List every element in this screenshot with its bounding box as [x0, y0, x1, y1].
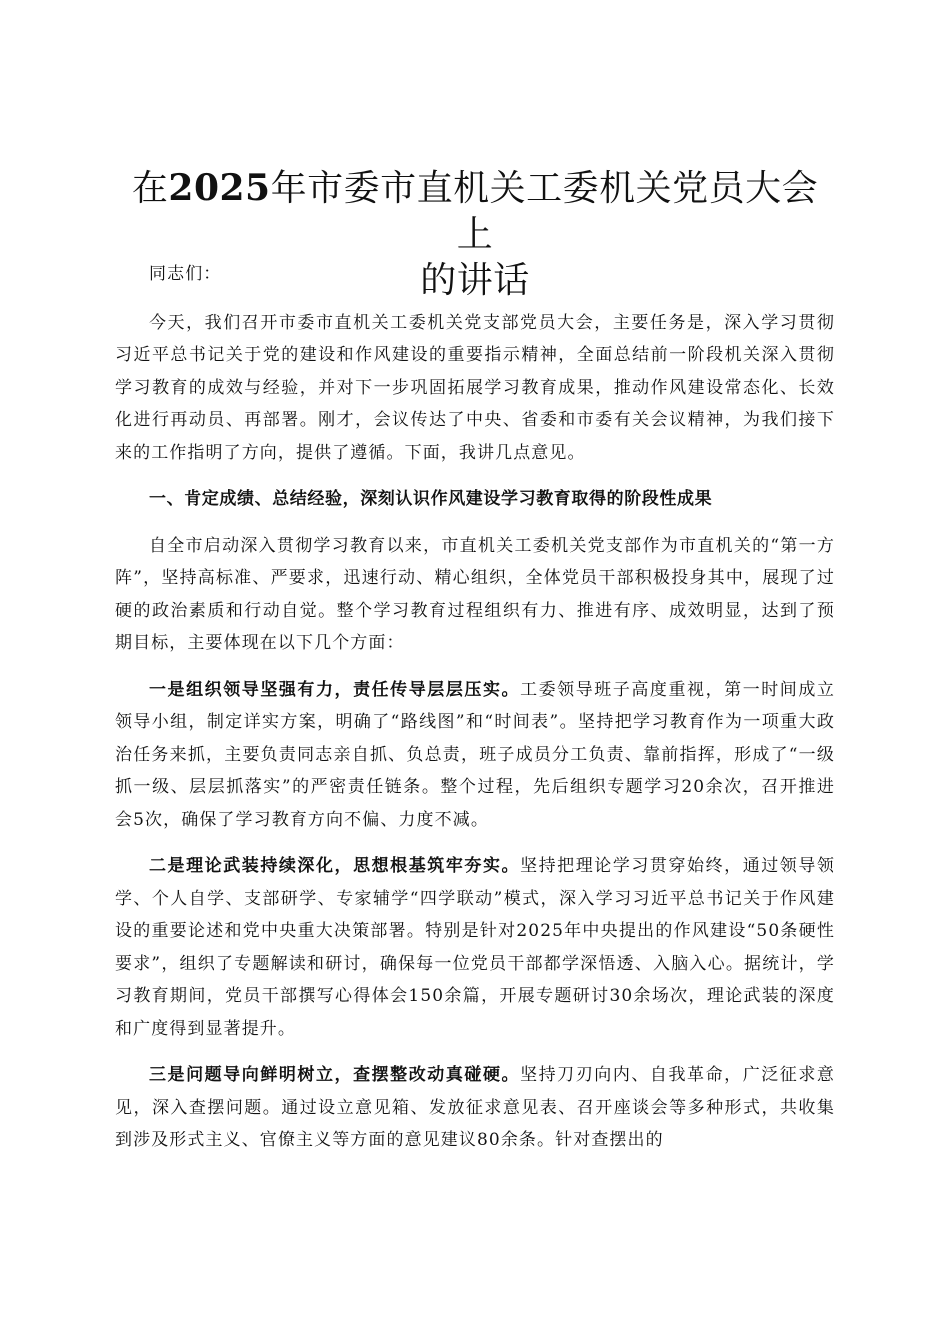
- point-2-paragraph: [115, 850, 835, 1045]
- point-2-text: 坚持把理论学习贯穿始终，通过领导领学、个人自学、支部研学、专家辅学“四学联动”模式，深入学习习近平总书记关于作风建设的重要论述和党中央重大决策部署。特别是针对2025年中央提出的作风建设“50条硬性要求”，组织了专题解读和研讨，确保每一位党员干部都学深悟透、入脑入心。据统计，学习教育期间，党员干部撰写心得体会150余篇，开展专题研讨30余场次，理论武装的深度和广度得到显著提升。: [115, 856, 836, 1039]
- document-body: [115, 258, 835, 1171]
- point-3-paragraph: [115, 1059, 835, 1157]
- point-2-lead: 二是理论武装持续深化，思想根基筑牢夯实。: [149, 856, 521, 876]
- point-1-lead: 一是组织领导坚强有力，责任传导层层压实。: [149, 679, 521, 700]
- title-line1-rest: 年市委市直机关工委机关党员大会上: [270, 168, 819, 255]
- point-3-lead: 三是问题导向鲜明树立，查摆整改动真碰硬。: [149, 1065, 521, 1085]
- point-3-text: 坚持刀刃向内、自我革命，广泛征求意见，深入查摆问题。通过设立意见箱、发放征求意见表、召开座谈会等多种形式，共收集到涉及形式主义、官僚主义等方面的意见建议80余条。针对查摆出的: [115, 1065, 836, 1150]
- title-line2: 的讲话: [420, 260, 530, 301]
- greeting: 同志们：: [149, 264, 222, 284]
- point-1-text: 工委领导班子高度重视，第一时间成立领导小组，制定详实方案，明确了“路线图”和“时间表”。坚持把学习教育作为一项重大政治任务来抓，主要负责同志亲自抓、负总责，班子成员分工负责、靠前指挥，形成了“一级抓一级、层层抓落实”的严密责任链条。整个过程，先后组织专题学习20余次，召开推进会5次，确保了学习教育方向不偏、力度不减。: [115, 679, 836, 830]
- section-1-intro-paragraph: 自全市启动深入贯彻学习教育以来，市直机关工委机关党支部作为市直机关的“第一方阵”，坚持高标准、严要求，迅速行动、精心组织，全体党员干部积极投身其中，展现了过硬的政治素质和行动自觉。整个学习教育过程组织有力、推进有序、成效明显，达到了预期目标，主要体现在以下几个方面：: [115, 535, 835, 653]
- title-year: 2025: [168, 167, 271, 209]
- point-1-paragraph: [115, 674, 835, 837]
- section-1-heading: 一、肯定成绩、总结经验，深刻认识作风建设学习教育取得的阶段性成果: [149, 489, 713, 509]
- intro-paragraph: 今天，我们召开市委市直机关工委机关党支部党员大会，主要任务是，深入学习贯彻习近平总书记关于党的建设和作风建设的重要指示精神，全面总结前一阶段机关深入贯彻学习教育的成效与经验，并对下一步巩固拓展学习教育成果，推动作风建设常态化、长效化进行再动员、再部署。刚才，会议传达了中央、省委和市委有关会议精神，为我们接下来的工作指明了方向，提供了遵循。下面，我讲几点意见。: [115, 312, 835, 463]
- title-prefix: 在: [131, 168, 169, 209]
